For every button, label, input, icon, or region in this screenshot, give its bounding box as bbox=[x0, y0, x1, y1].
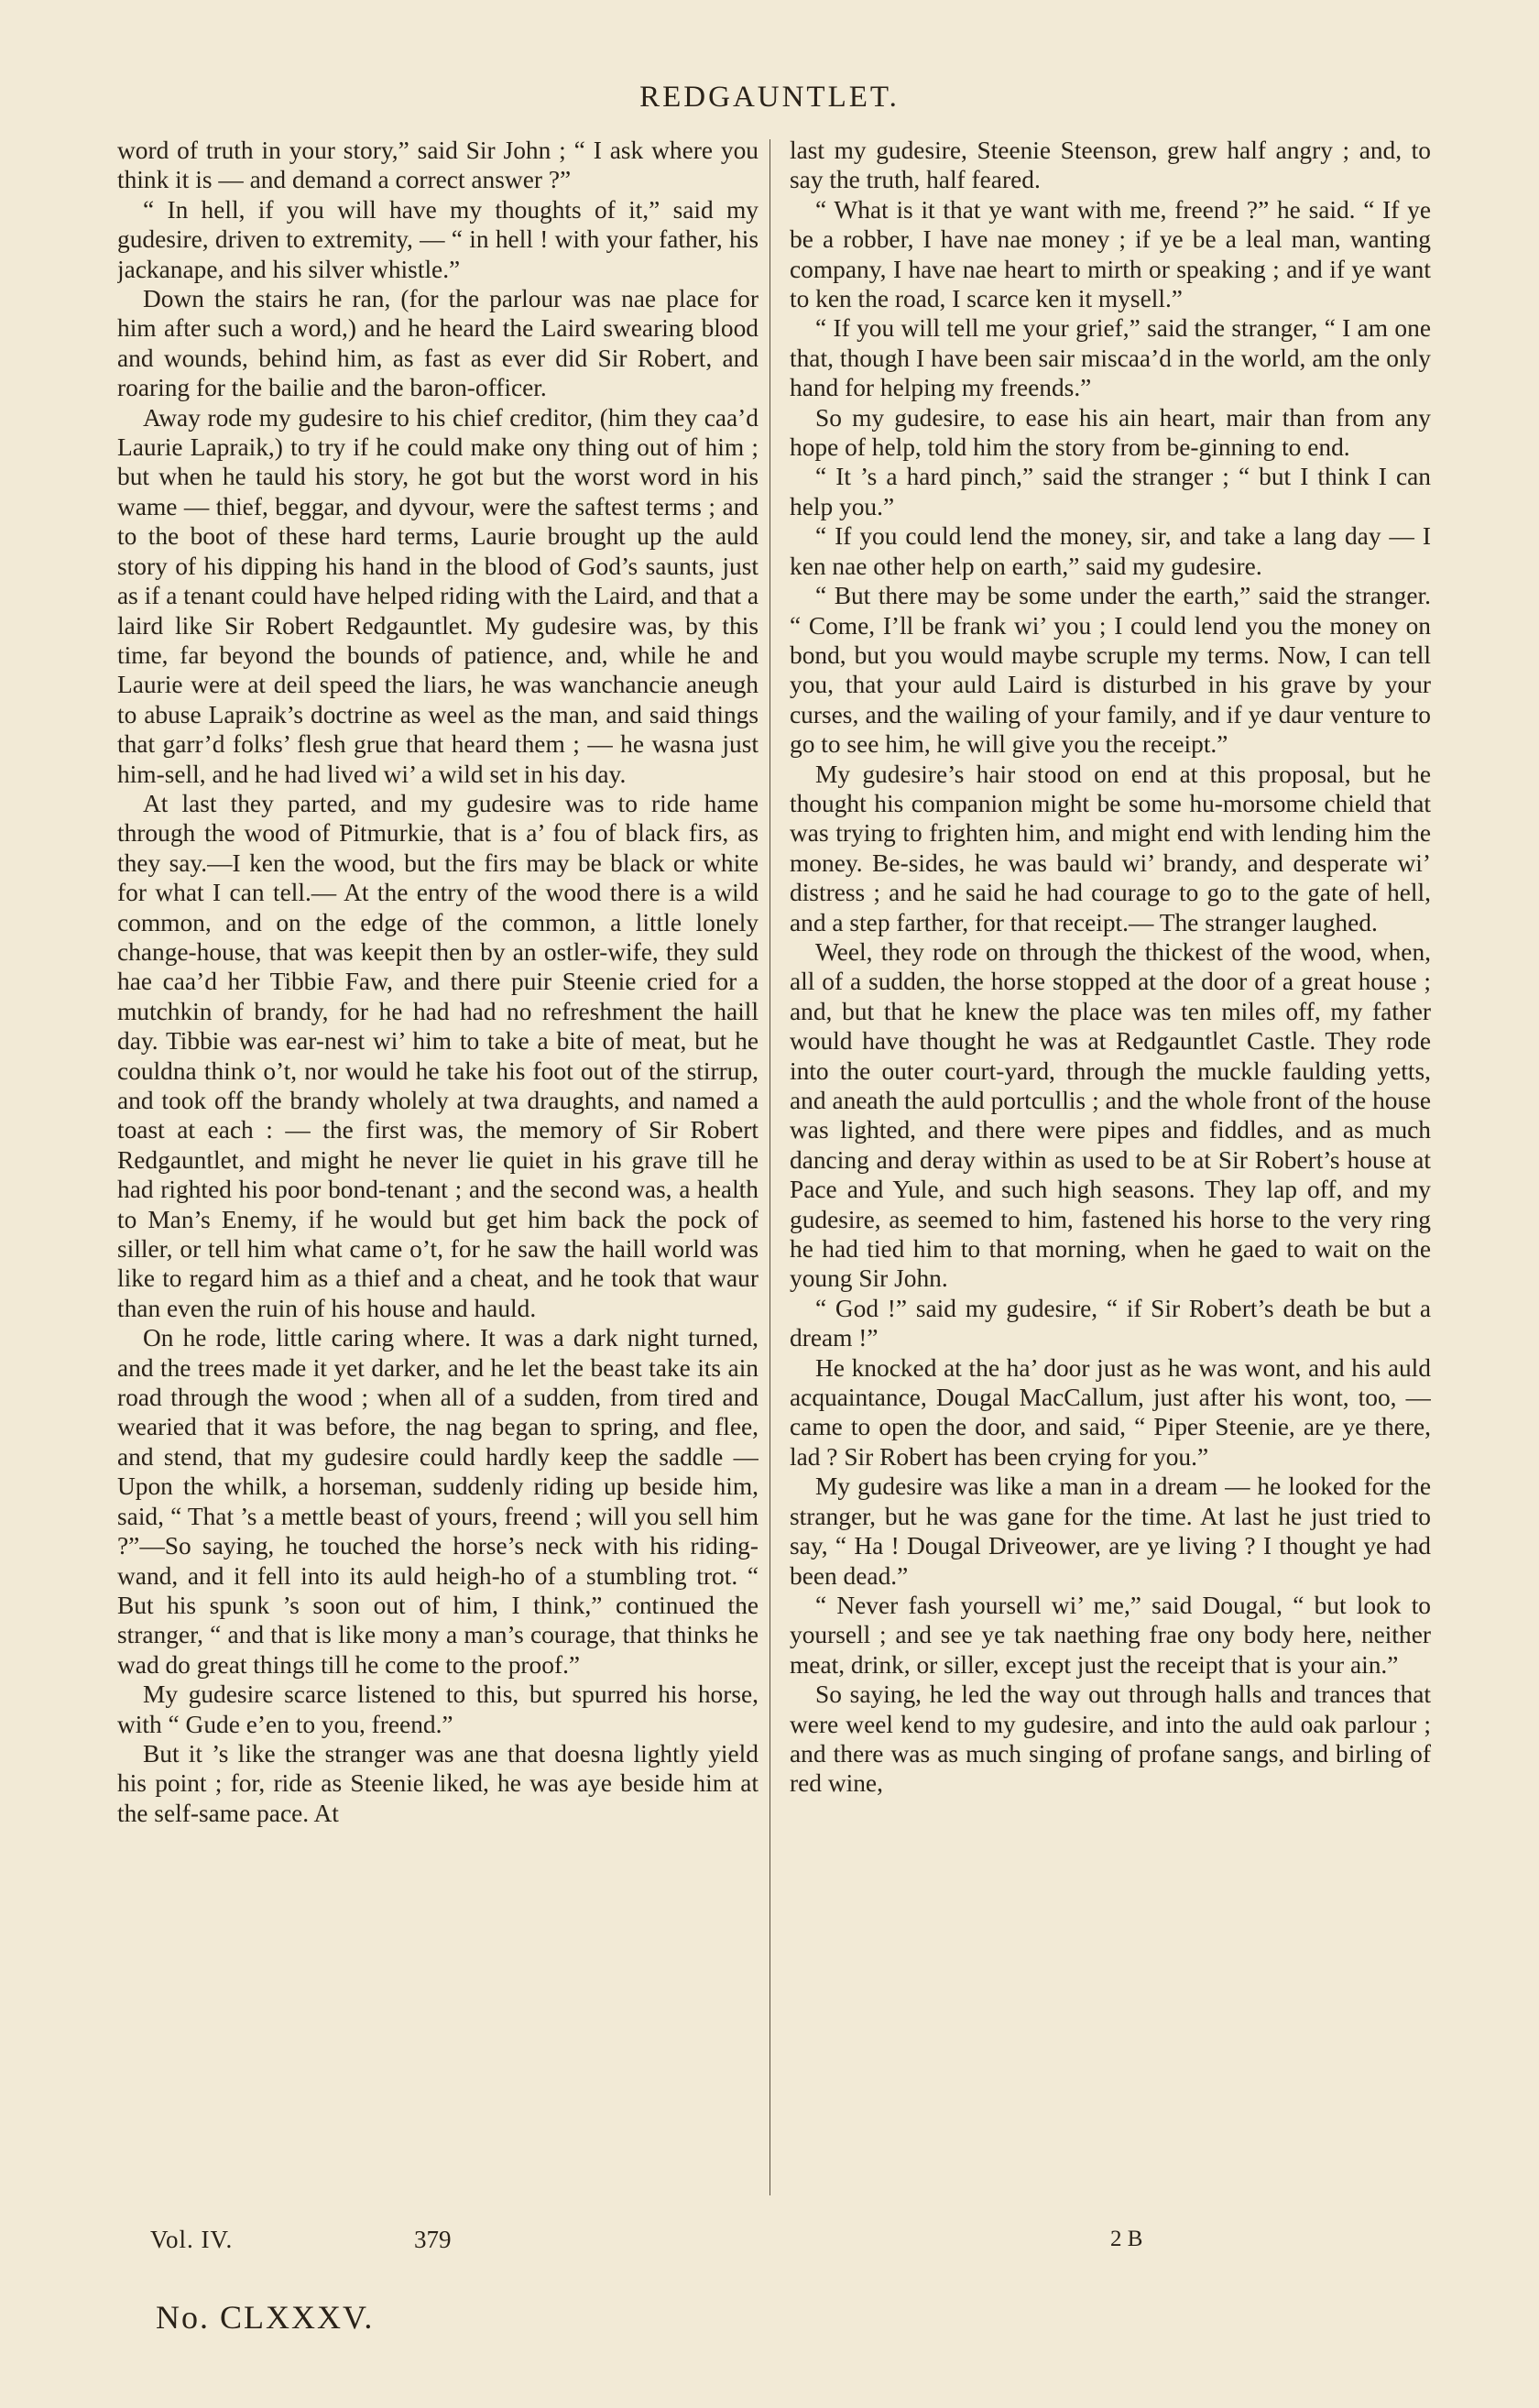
paragraph: My gudesire’s hair stood on end at this proposal, but he thought his companion might be some hu-morsome chield that was trying to frighten him, and might end with lending him the money. Be-sides, he was bauld wi’ brandy, and desperate wi’ distress ; and he said he had courage to go to the gate of hell, and a step farther, for that receipt.— The stranger laughed. bbox=[790, 760, 1431, 936]
paragraph: On he rode, little caring where. It was a dark night turned, and the trees made it yet darker, and he let the beast take its ain road through the wood ; when all of a sudden, from tired and wearied that it was before, the nag began to spring, and flee, and stend, that my gudesire could hardly keep the saddle — Upon the whilk, a horseman, suddenly riding up beside him, said, “ That ’s a mettle beast of yours, freend ; will you sell him ?”—So saying, he touched the horse’s neck with his riding-wand, and it fell into its auld heigh-ho of a stumbling trot. “ But his spunk ’s soon out of him, I think,” continued the stranger, “ and that is like mony a man’s courage, that thinks he wad do great things till he come to the proof.” bbox=[117, 1324, 759, 1679]
page-number: 379 bbox=[414, 2226, 452, 2253]
paragraph: “ If you will tell me your grief,” said the stranger, “ I am one that, though I have been sair miscaa’d in the world, am the only hand for helping my freends.” bbox=[790, 314, 1431, 402]
paragraph: But it ’s like the stranger was ane that doesna lightly yield his point ; for, ride as Steenie liked, he was aye beside him at the self-same pace. At bbox=[117, 1739, 759, 1827]
volume-label: Vol. IV. bbox=[150, 2226, 234, 2253]
paragraph: “ What is it that ye want with me, freend ?” he said. “ If ye be a robber, I have nae money ; if ye be a leal man, wanting company, I have nae heart to mirth or speaking ; and if ye want to ken the road, I scarce ken it mysell.” bbox=[790, 195, 1431, 313]
paragraph: “ God !” said my gudesire, “ if Sir Robert’s death be but a dream !” bbox=[790, 1294, 1431, 1352]
signature-mark: 2 B bbox=[1110, 2227, 1143, 2251]
paragraph: At last they parted, and my gudesire was to ride hame through the wood of Pitmurkie, that is a’ fou of black firs, as they say.—I ken the wood, but the firs may be black or white for what I can tell.— At the entry of the wood there is a wild common, and on the edge of the common, a little lonely change-house, that was keepit then by an ostler-wife, they suld hae caa’d her Tibbie Faw, and there puir Steenie cried for a mutchkin of brandy, for he had had no refreshment the haill day. Tibbie was ear-nest wi’ him to take a bite of meat, but he couldna think o’t, nor would he take his foot out of the stirrup, and took off the brandy wholely at twa draughts, and named a toast at each : — the first was, the memory of Sir Robert Redgauntlet, and might he never lie quiet in his grave till he had righted his poor bond-tenant ; and the second was, a health to Man’s Enemy, if he would but get him back the pock of siller, or tell him what came o’t, for he saw the haill world was like to regard him as a thief and a cheat, and he took that waur than even the ruin of his house and hauld. bbox=[117, 789, 759, 1322]
paragraph: “ Never fash yoursell wi’ me,” said Dougal, “ but look to yoursell ; and see ye tak naething frae ony body here, neither meat, drink, or siller, except just the receipt that is your ain.” bbox=[790, 1591, 1431, 1679]
paragraph: My gudesire was like a man in a dream — he looked for the stranger, but he was gane for the time. At last he just tried to say, “ Ha ! Dougal Driveower, are ye living ? I thought ye had been dead.” bbox=[790, 1472, 1431, 1590]
right-column bbox=[790, 136, 1431, 2206]
paragraph: “ But there may be some under the earth,” said the stranger. “ Come, I’ll be frank wi’ you ; I could lend you the money on bond, but you would maybe scruple my terms. Now, I can tell you, that your auld Laird is disturbed in his grave by your curses, and the wailing of your family, and if ye daur venture to go to see him, he will give you the receipt.” bbox=[790, 582, 1431, 759]
issue-number: No. CLXXXV. bbox=[156, 2299, 375, 2336]
paragraph: “ If you could lend the money, sir, and take a lang day — I ken nae other help on earth,” said my gudesire. bbox=[790, 522, 1431, 580]
paragraph: Weel, they rode on through the thickest of the wood, when, all of a sudden, the horse stopped at the door of a great house ; and, but that he knew the place was ten miles off, my father would have thought he was at Redgauntlet Castle. They rode into the outer court-yard, through the muckle faulding yetts, and aneath the auld portcullis ; and the whole front of the house was lighted, and there were pipes and fiddles, and as much dancing and deray within as used to be at Sir Robert’s house at Pace and Yule, and such high seasons. They lap off, and my gudesire, as seemed to him, fastened his horse to the very ring he had tied him to that morning, when he gaed to wait on the young Sir John. bbox=[790, 937, 1431, 1293]
paragraph: Down the stairs he ran, (for the parlour was nae place for him after such a word,) and he heard the Laird swearing blood and wounds, behind him, as fast as ever did Sir Robert, and roaring for the bailie and the baron-officer. bbox=[117, 285, 759, 402]
paragraph: So saying, he led the way out through halls and trances that were weel kend to my gudesire, and into the auld oak parlour ; and there was as much singing of profane sangs, and birling of red wine, bbox=[790, 1680, 1431, 1798]
paragraph: word of truth in your story,” said Sir John ; “ I ask where you think it is — and demand a correct answer ?” bbox=[117, 137, 759, 194]
running-head: REDGAUNTLET. bbox=[639, 81, 900, 114]
paragraph: “ In hell, if you will have my thoughts of it,” said my gudesire, driven to extremity, — “ in hell ! with your father, his jackanape, and his silver whistle.” bbox=[117, 195, 759, 283]
paragraph: He knocked at the ha’ door just as he was wont, and his auld acquaintance, Dougal MacCallum, just after his wont, too, — came to open the door, and said, “ Piper Steenie, are ye there, lad ? Sir Robert has been crying for you.” bbox=[790, 1353, 1431, 1471]
paragraph: Away rode my gudesire to his chief creditor, (him they caa’d Laurie Lapraik,) to try if he could make ony thing out of him ; but when he tauld his story, he got but the worst word in his wame — thief, beggar, and dyvour, were the saftest terms ; and to the boot of these hard terms, Laurie brought up the auld story of his dipping his hand in the blood of God’s saunts, just as if a tenant could have helped riding with the Laird, and that a laird like Sir Robert Redgauntlet. My gudesire was, by this time, far beyond the bounds of patience, and, while he and Laurie were at deil speed the liars, he was wanchancie aneugh to abuse Lapraik’s doctrine as weel as the man, and said things that garr’d folks’ flesh grue that heard them ; — he wasna just him-sell, and he had lived wi’ a wild set in his day. bbox=[117, 403, 759, 788]
left-column bbox=[117, 136, 759, 2206]
paragraph: last my gudesire, Steenie Steenson, grew half angry ; and, to say the truth, half feared. bbox=[790, 137, 1431, 194]
paragraph: My gudesire scarce listened to this, but spurred his horse, with “ Gude e’en to you, freend.” bbox=[117, 1680, 759, 1738]
paragraph: So my gudesire, to ease his ain heart, mair than from any hope of help, told him the story from be-ginning to end. bbox=[790, 403, 1431, 462]
paragraph: “ It ’s a hard pinch,” said the stranger ; “ but I think I can help you.” bbox=[790, 463, 1431, 520]
